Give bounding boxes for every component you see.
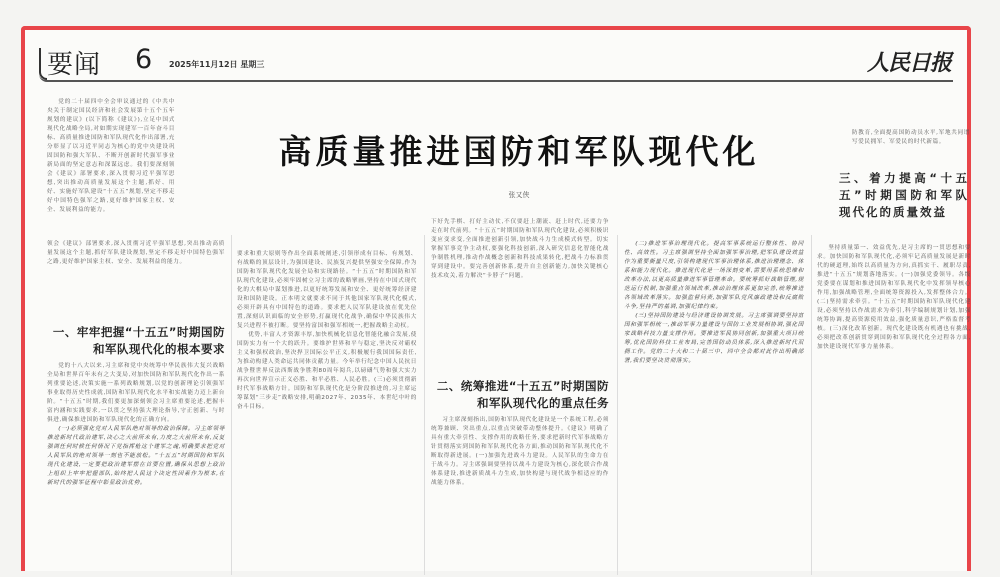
paragraph: (二)推进军事治理现代化。提高军事系统运行整体性、协同性、高效性。习主席强调坚持全面加强军事治理,把军队建设效益作为重要衡量尺度,引领构建现代军事治理体系,推进治理理念、体系和能力现代化。推进现代化是一场深刻变革,需要用系统思维和改革办法,以更高质量推进军事管理革命。要统筹抓好战略管理,规范运行机制,加强重点领域改革,推动治理体系更加完善,统筹推进各领域改革落实。加强监督问责,加强军队党风廉政建设和反腐败斗争,坚持严的基调,加强纪律约束。 [624, 241, 804, 310]
paragraph: 党的二十届四中全会审议通过的《中共中央关于制定国民经济和社会发展第十五个五年规划的建议》(以下简称《建议》),立足中国式现代化战略全局,对如期实现建军一百年奋斗目标、高质量推进国防和军队现代化作出部署,充分彰显了以习近平同志为核心的党中央建设巩固国防和强大军队、不断开创新时代强军事业新局面的坚定意志和深谋远虑。我们要深刻领会《建议》部署要求,深入贯彻习近平强军思想,突出推动高质量发展这个主题,抓好、用好、实施好军队建设“十五五”规划,坚定不移走好中国特色强军之路,更好维护国家主权、安全、发展利益的能力。 [47, 99, 175, 213]
column-2 [237, 250, 417, 577]
column-1-bottom [47, 362, 225, 577]
paragraph: (一)必须强化党对人民军队绝对领导的政治保障。习主席领导推进新时代政治建军,决心之大前所未有,力度之大前所未有,反复强调任何时候任何情况下党指挥枪这个建军之魂,明确要求把党对人民军队的绝对领导一刻也不能放松。“十五五”时期国防和军队现代化建设,一定要把政治建军摆在首要位置,确保从思想上政治上组织上牢牢把握部队,始终把人民这个决定性因素作为根本,在新时代的强军征程中彰显政治优势。 [47, 426, 225, 486]
paragraph: 下好先手棋、打好主动仗,不仅要赶上潮流、赶上时代,还要力争走在时代前列。“十五五”时期国防和军队现代化建设,必须积极识变应变求变,全面推进创新引领,加快战斗力生成模式转型。切实掌握军事竞争主动权,要强化科技创新,深入研究信息化智能化战争制胜机理,推动作战概念创新和科技成果转化,把战斗力标准贯穿到建设中。要完善创新体系,提升自主创新能力,加快关键核心技术攻关,着力解决“卡脖子”问题。 [431, 219, 609, 279]
column-5-bottom [817, 244, 971, 577]
header-bracket [39, 48, 47, 80]
column-1-top [47, 98, 175, 240]
paragraph: 要求和重大原则等作出全面系统阐述,引领形成有目标、有规划、有战略的顶层设计,为强国建设、民族复兴提供坚强安全保障,作为国防和军队现代化发展全局和实现路径。“十五五”时期国防和军队现代化建设,必须牢固树立习主席的战略擘画,坚持在中国式现代化的大棋局中谋划推进,以更好统筹发展和安全、更好统筹经济建设和国防建设。正本明文就要求不同于其他国家军队现代化模式,必须开辟具有中国特色的道路。要求把人民军队建设放在优先位置,深刻认识面临的安全形势,打赢现代化战争,确保中华民族伟大复兴进程不被打断。要坚持富国和强军相统一,把握战略主动权。 [237, 251, 417, 329]
column-3-bottom [431, 416, 609, 577]
paragraph: 党的十八大以来,习主席和党中央统筹中华民族伟大复兴战略全局和世界百年未有之大变局,对加快国防和军队现代化作出一系列重要论述,决策实施一系列战略规划,以党的创新理论引领强军事业取得历史性成就,国防和军队现代化水平和实战能力迈上新台阶。“十五五”时期,我们要更加深刻领会习主席重要论述,把握丰富内涵和实践要求,一以贯之坚持强大理论指导,守正创新、与时俱进,确保推进国防和军队现代化的正确方向。 [47, 363, 225, 423]
article-byline: 张又侠 [508, 191, 530, 199]
page-header [39, 44, 953, 82]
paragraph: (三)坚持国防建设与经济建设协调发展。习主席强调要坚持富国和强军相统一,推动军事力量建设与国防工业发展相协调,强化国家战略科技力量支撑作用。要推进军民协同创新,加强重大项目统筹,优化国防科技工业布局,完善国防动员体系,深入推进新时代双拥工作。党的二十大和二十届三中、四中全会都对此作出明确部署,我们要坚决贯彻落实。 [624, 313, 804, 364]
column-4 [624, 240, 804, 577]
newspaper-page [39, 30, 971, 571]
section-heading-1: 一、牢牢把握“十五五”时期国防和军队现代化的根本要求 [52, 325, 225, 356]
page-number: 6 [135, 44, 153, 75]
section-heading-3: 三、着力提高“十五五”时期国防和军队现代化的质量效益 [839, 171, 969, 219]
paragraph: 坚持质量第一、效益优先,是习主席的一贯思想和要求。加快国防和军队现代化,必须牢记高质量发展是新时代的硬道理,始终以高质量为方向,真抓实干、履职尽责,推进“十五五”规划落地落实。(一)加强党委领导。各级党委要在谋划和推进国防和军队现代化中发挥领导核心作用,加强战略管理,全面统筹资源投入,发挥整体合力。(二)坚持需求牵引。“十五五”时期国防和军队现代化建设,必须坚持以作战需求为牵引,科学编制规划计划,加强统筹协调,提高资源使用效益,强化质量意识,严格监督考核。(三)深化改革创新。现代化建设既有机遇也有挑战,必须把改革创新贯穿到国防和军队现代化全过程各方面,加快建设现代军事力量体系。 [817, 245, 971, 350]
section-heading-2: 二、统筹推进“十五五”时期国防和军队现代化的重点任务 [436, 379, 609, 410]
paragraph: 优势,丰富人才资源丰厚,加快机械化信息化智能化融合发展,使国防实力有一个大的跃升。要维护世界和平与稳定,坚决反对霸权主义和强权政治,坚决捍卫国际公平正义,积极履行我国国际责任,为推动构建人类命运共同体贡献力量。今年举行纪念中国人民抗日战争暨世界反法西斯战争胜利80周年阅兵,以磅礴气势和强大实力再次向世界宣示正义必胜、和平必胜、人民必胜。(三)必须贯彻新时代军事战略方针。国防和军队现代化是分阶段推进的,习主席运筹谋划“三步走”战略安排,明确2027年、2035年、本世纪中叶的奋斗目标。 [237, 332, 417, 410]
paragraph: 习主席深刻指出,国防和军队现代化建设是一个系统工程,必须统筹兼顾、突出重点,以重点突破带动整体提升。《建议》明确了具有重大牵引性、支撑作用的战略任务,要求把新时代军事战略方针贯彻落实到国防和军队现代化各方面,推动国防和军队现代化不断取得新进展。(一)加强先进战斗力建设。人民军队的生命力在于战斗力。习主席强调要坚持以战斗力建设为核心,深化联合作战体系建设,推进新质战斗力生成,加快构建与现代战争相适应的作战能力体系。 [431, 417, 609, 486]
issue-date: 2025年11月12日 星期三 [169, 60, 265, 69]
highlight-frame [21, 26, 971, 571]
article-headline: 高质量推进国防和军队现代化 [278, 132, 760, 171]
masthead-logo: 人民日报 [866, 50, 951, 76]
column-divider [424, 235, 425, 575]
paragraph: 领会《建议》部署要求,深入贯彻习近平强军思想,突出推动高质量发展这个主题,抓好军队建设规划,坚定不移走好中国特色强军之路,更好维护国家主权、安全、发展利益的能力。 [47, 241, 225, 265]
column-1-top-wide [47, 240, 225, 312]
section-name: 要闻 [47, 50, 102, 80]
column-divider [811, 235, 812, 575]
column-5-top [852, 129, 970, 159]
column-3-top [431, 218, 609, 348]
column-divider [231, 235, 232, 575]
paragraph: 防教育,全面提高国防动员水平,军地共同谱写爱民拥军、军爱民的时代新篇。 [852, 130, 970, 145]
column-divider [617, 235, 618, 575]
